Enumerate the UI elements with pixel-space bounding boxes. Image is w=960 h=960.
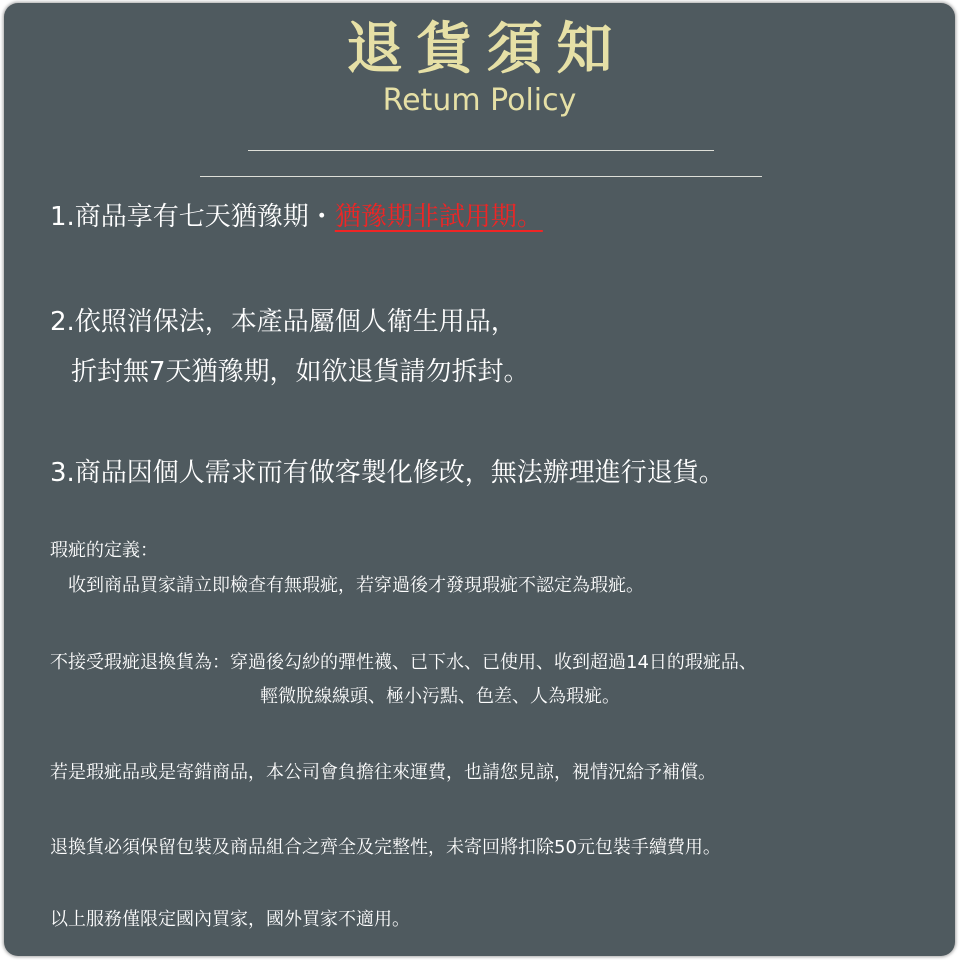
domestic-only-note: 以上服務僅限定國內買家，國外買家不適用。 bbox=[50, 909, 410, 930]
page-subtitle: Retum Policy bbox=[382, 83, 577, 118]
page-title: 退貨須知 bbox=[346, 17, 627, 82]
rule-1 bbox=[50, 202, 543, 232]
divider-lower bbox=[200, 176, 762, 177]
shipping-policy: 若是瑕疵品或是寄錯商品，本公司會負擔往來運費，也請您見諒，視情況給予補償。 bbox=[50, 762, 716, 783]
divider-upper bbox=[248, 150, 714, 151]
rule-1-text: 1.商品享有七天猶豫期・ bbox=[50, 202, 335, 232]
rule-2-line-2: 折封無7天猶豫期，如欲退貨請勿拆封。 bbox=[71, 357, 530, 387]
not-accepted-line-1: 不接受瑕疵退換貨為：穿過後勾紗的彈性襪、已下水、已使用、收到超過14日的瑕疵品、 bbox=[50, 652, 757, 673]
rule-1-warning: 猶豫期非試用期。 bbox=[334, 202, 543, 232]
defect-definition: 收到商品買家請立即檢查有無瑕疵，若穿過後才發現瑕疵不認定為瑕疵。 bbox=[68, 575, 644, 596]
packaging-policy: 退換貨必須保留包裝及商品組合之齊全及完整性，未寄回將扣除50元包裝手續費用。 bbox=[50, 837, 721, 858]
return-policy-card bbox=[4, 3, 955, 956]
rule-2-line-1: 2.依照消保法，本產品屬個人衛生用品， bbox=[50, 307, 517, 337]
rule-3: 3.商品因個人需求而有做客製化修改，無法辦理進行退貨。 bbox=[50, 458, 725, 488]
not-accepted-line-2: 輕微脫線線頭、極小污點、色差、人為瑕疵。 bbox=[260, 686, 620, 707]
defect-heading: 瑕疵的定義： bbox=[50, 540, 158, 561]
